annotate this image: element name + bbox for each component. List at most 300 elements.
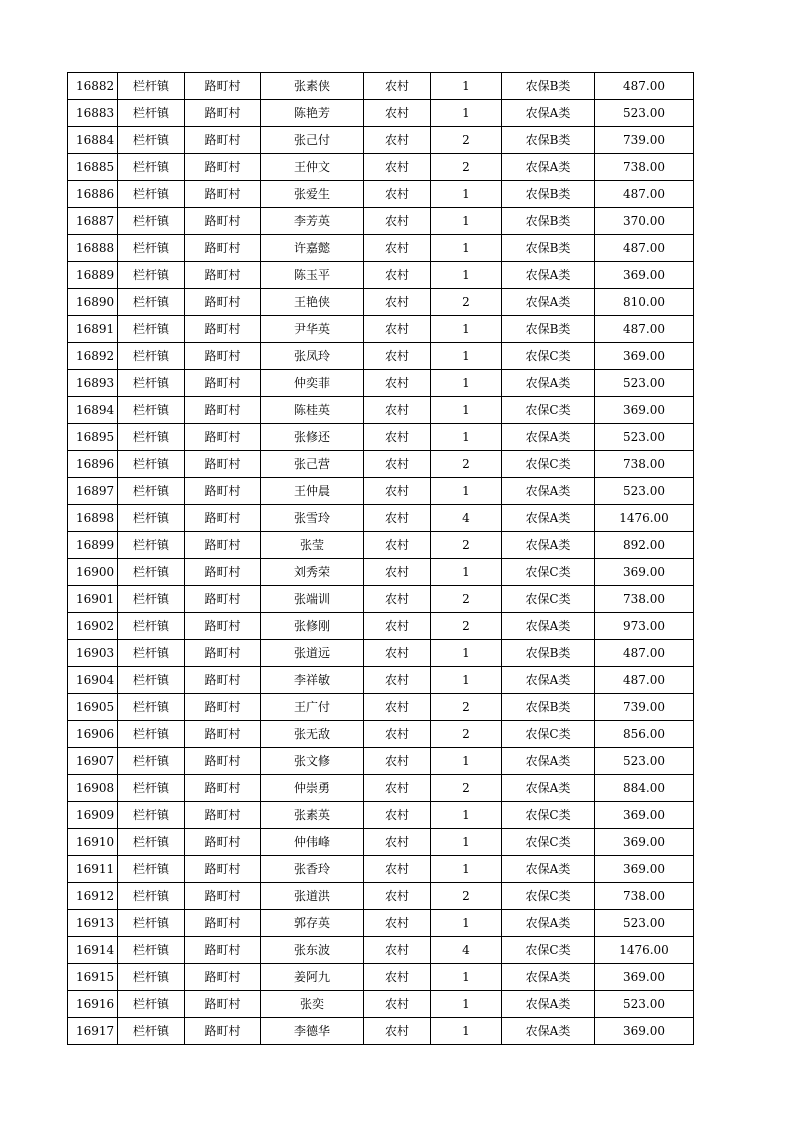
household-count-cell: 1 — [431, 316, 502, 343]
table-row — [68, 235, 694, 262]
household-count-cell: 1 — [431, 856, 502, 883]
name-cell: 张修还 — [261, 424, 364, 451]
household-count-cell: 1 — [431, 73, 502, 100]
village-cell: 路町村 — [185, 856, 261, 883]
area-type-cell: 农村 — [364, 73, 431, 100]
insurance-class-cell: 农保C类 — [502, 559, 595, 586]
record-id-cell: 16907 — [68, 748, 118, 775]
table-row — [68, 856, 694, 883]
village-cell: 路町村 — [185, 829, 261, 856]
area-type-cell: 农村 — [364, 883, 431, 910]
amount-cell: 1476.00 — [595, 505, 694, 532]
town-cell: 栏杆镇 — [118, 262, 185, 289]
town-cell: 栏杆镇 — [118, 586, 185, 613]
area-type-cell: 农村 — [364, 640, 431, 667]
insurance-class-cell: 农保B类 — [502, 694, 595, 721]
area-type-cell: 农村 — [364, 694, 431, 721]
village-cell: 路町村 — [185, 451, 261, 478]
village-cell: 路町村 — [185, 289, 261, 316]
town-cell: 栏杆镇 — [118, 235, 185, 262]
town-cell: 栏杆镇 — [118, 748, 185, 775]
record-id-cell: 16914 — [68, 937, 118, 964]
name-cell: 张己营 — [261, 451, 364, 478]
town-cell: 栏杆镇 — [118, 694, 185, 721]
record-id-cell: 16913 — [68, 910, 118, 937]
area-type-cell: 农村 — [364, 208, 431, 235]
household-count-cell: 2 — [431, 154, 502, 181]
amount-cell: 487.00 — [595, 235, 694, 262]
household-count-cell: 1 — [431, 397, 502, 424]
village-cell: 路町村 — [185, 316, 261, 343]
village-cell: 路町村 — [185, 694, 261, 721]
town-cell: 栏杆镇 — [118, 154, 185, 181]
amount-cell: 523.00 — [595, 424, 694, 451]
area-type-cell: 农村 — [364, 262, 431, 289]
insurance-class-cell: 农保A类 — [502, 100, 595, 127]
insurance-class-cell: 农保A类 — [502, 262, 595, 289]
area-type-cell: 农村 — [364, 316, 431, 343]
record-id-cell: 16906 — [68, 721, 118, 748]
amount-cell: 738.00 — [595, 451, 694, 478]
household-count-cell: 2 — [431, 451, 502, 478]
town-cell: 栏杆镇 — [118, 532, 185, 559]
name-cell: 张香玲 — [261, 856, 364, 883]
household-count-cell: 1 — [431, 748, 502, 775]
table-row — [68, 100, 694, 127]
name-cell: 尹华英 — [261, 316, 364, 343]
name-cell: 张东波 — [261, 937, 364, 964]
household-count-cell: 1 — [431, 991, 502, 1018]
record-id-cell: 16886 — [68, 181, 118, 208]
amount-cell: 523.00 — [595, 991, 694, 1018]
record-id-cell: 16915 — [68, 964, 118, 991]
household-count-cell: 2 — [431, 613, 502, 640]
amount-cell: 738.00 — [595, 883, 694, 910]
village-cell: 路町村 — [185, 208, 261, 235]
name-cell: 王仲文 — [261, 154, 364, 181]
amount-cell: 369.00 — [595, 829, 694, 856]
record-id-cell: 16911 — [68, 856, 118, 883]
village-cell: 路町村 — [185, 748, 261, 775]
village-cell: 路町村 — [185, 667, 261, 694]
amount-cell: 523.00 — [595, 478, 694, 505]
insurance-class-cell: 农保A类 — [502, 505, 595, 532]
record-id-cell: 16898 — [68, 505, 118, 532]
amount-cell: 523.00 — [595, 370, 694, 397]
household-count-cell: 2 — [431, 721, 502, 748]
name-cell: 仲崇勇 — [261, 775, 364, 802]
record-id-cell: 16908 — [68, 775, 118, 802]
household-count-cell: 1 — [431, 100, 502, 127]
insurance-class-cell: 农保B类 — [502, 640, 595, 667]
table-row — [68, 910, 694, 937]
name-cell: 张道洪 — [261, 883, 364, 910]
insurance-class-cell: 农保C类 — [502, 829, 595, 856]
village-cell: 路町村 — [185, 100, 261, 127]
village-cell: 路町村 — [185, 964, 261, 991]
town-cell: 栏杆镇 — [118, 343, 185, 370]
table-row — [68, 883, 694, 910]
table-row — [68, 343, 694, 370]
amount-cell: 487.00 — [595, 73, 694, 100]
record-id-cell: 16893 — [68, 370, 118, 397]
village-cell: 路町村 — [185, 1018, 261, 1045]
village-cell: 路町村 — [185, 343, 261, 370]
area-type-cell: 农村 — [364, 181, 431, 208]
village-cell: 路町村 — [185, 370, 261, 397]
amount-cell: 523.00 — [595, 910, 694, 937]
town-cell: 栏杆镇 — [118, 100, 185, 127]
name-cell: 陈玉平 — [261, 262, 364, 289]
amount-cell: 369.00 — [595, 397, 694, 424]
record-id-cell: 16884 — [68, 127, 118, 154]
data-table — [67, 72, 694, 1045]
amount-cell: 523.00 — [595, 100, 694, 127]
table-row — [68, 775, 694, 802]
name-cell: 陈桂英 — [261, 397, 364, 424]
village-cell: 路町村 — [185, 235, 261, 262]
name-cell: 张奕 — [261, 991, 364, 1018]
name-cell: 张端训 — [261, 586, 364, 613]
record-id-cell: 16885 — [68, 154, 118, 181]
town-cell: 栏杆镇 — [118, 478, 185, 505]
town-cell: 栏杆镇 — [118, 1018, 185, 1045]
table-row — [68, 721, 694, 748]
table-row — [68, 1018, 694, 1045]
amount-cell: 856.00 — [595, 721, 694, 748]
name-cell: 李芳英 — [261, 208, 364, 235]
household-count-cell: 2 — [431, 127, 502, 154]
insurance-class-cell: 农保B类 — [502, 316, 595, 343]
area-type-cell: 农村 — [364, 802, 431, 829]
table-row — [68, 127, 694, 154]
table-row — [68, 964, 694, 991]
household-count-cell: 2 — [431, 775, 502, 802]
household-count-cell: 2 — [431, 883, 502, 910]
amount-cell: 738.00 — [595, 154, 694, 181]
amount-cell: 487.00 — [595, 640, 694, 667]
insurance-class-cell: 农保B类 — [502, 73, 595, 100]
area-type-cell: 农村 — [364, 613, 431, 640]
area-type-cell: 农村 — [364, 154, 431, 181]
table-row — [68, 937, 694, 964]
insurance-class-cell: 农保C类 — [502, 883, 595, 910]
record-id-cell: 16888 — [68, 235, 118, 262]
village-cell: 路町村 — [185, 73, 261, 100]
village-cell: 路町村 — [185, 478, 261, 505]
village-cell: 路町村 — [185, 613, 261, 640]
town-cell: 栏杆镇 — [118, 451, 185, 478]
name-cell: 王广付 — [261, 694, 364, 721]
record-id-cell: 16910 — [68, 829, 118, 856]
insurance-class-cell: 农保B类 — [502, 127, 595, 154]
area-type-cell: 农村 — [364, 937, 431, 964]
name-cell: 郭存英 — [261, 910, 364, 937]
insurance-class-cell: 农保A类 — [502, 154, 595, 181]
name-cell: 张修刚 — [261, 613, 364, 640]
town-cell: 栏杆镇 — [118, 667, 185, 694]
town-cell: 栏杆镇 — [118, 397, 185, 424]
household-count-cell: 1 — [431, 181, 502, 208]
insurance-class-cell: 农保C类 — [502, 721, 595, 748]
name-cell: 张雪玲 — [261, 505, 364, 532]
name-cell: 张素英 — [261, 802, 364, 829]
household-count-cell: 2 — [431, 289, 502, 316]
name-cell: 张道远 — [261, 640, 364, 667]
town-cell: 栏杆镇 — [118, 73, 185, 100]
name-cell: 李祥敏 — [261, 667, 364, 694]
table-row — [68, 829, 694, 856]
village-cell: 路町村 — [185, 802, 261, 829]
village-cell: 路町村 — [185, 181, 261, 208]
name-cell: 张素侠 — [261, 73, 364, 100]
area-type-cell: 农村 — [364, 667, 431, 694]
area-type-cell: 农村 — [364, 856, 431, 883]
town-cell: 栏杆镇 — [118, 991, 185, 1018]
table-row — [68, 424, 694, 451]
record-id-cell: 16897 — [68, 478, 118, 505]
insurance-class-cell: 农保C类 — [502, 343, 595, 370]
table-row — [68, 370, 694, 397]
area-type-cell: 农村 — [364, 964, 431, 991]
name-cell: 仲伟峰 — [261, 829, 364, 856]
table-row — [68, 802, 694, 829]
town-cell: 栏杆镇 — [118, 910, 185, 937]
name-cell: 张莹 — [261, 532, 364, 559]
insurance-class-cell: 农保C类 — [502, 451, 595, 478]
insurance-class-cell: 农保B类 — [502, 235, 595, 262]
table-row — [68, 208, 694, 235]
town-cell: 栏杆镇 — [118, 937, 185, 964]
name-cell: 张无敌 — [261, 721, 364, 748]
amount-cell: 487.00 — [595, 667, 694, 694]
household-count-cell: 1 — [431, 559, 502, 586]
village-cell: 路町村 — [185, 586, 261, 613]
insurance-class-cell: 农保B类 — [502, 181, 595, 208]
record-id-cell: 16903 — [68, 640, 118, 667]
amount-cell: 892.00 — [595, 532, 694, 559]
town-cell: 栏杆镇 — [118, 613, 185, 640]
amount-cell: 738.00 — [595, 586, 694, 613]
name-cell: 王仲晨 — [261, 478, 364, 505]
table-row — [68, 559, 694, 586]
village-cell: 路町村 — [185, 397, 261, 424]
insurance-class-cell: 农保A类 — [502, 991, 595, 1018]
table-row — [68, 397, 694, 424]
amount-cell: 739.00 — [595, 127, 694, 154]
name-cell: 许嘉懿 — [261, 235, 364, 262]
table-row — [68, 478, 694, 505]
village-cell: 路町村 — [185, 910, 261, 937]
record-id-cell: 16902 — [68, 613, 118, 640]
amount-cell: 369.00 — [595, 343, 694, 370]
table-row — [68, 181, 694, 208]
record-id-cell: 16904 — [68, 667, 118, 694]
town-cell: 栏杆镇 — [118, 775, 185, 802]
insurance-class-cell: 农保C类 — [502, 397, 595, 424]
area-type-cell: 农村 — [364, 478, 431, 505]
amount-cell: 369.00 — [595, 262, 694, 289]
village-cell: 路町村 — [185, 991, 261, 1018]
table-row — [68, 262, 694, 289]
record-id-cell: 16882 — [68, 73, 118, 100]
household-count-cell: 1 — [431, 343, 502, 370]
area-type-cell: 农村 — [364, 343, 431, 370]
insurance-class-cell: 农保A类 — [502, 289, 595, 316]
household-count-cell: 1 — [431, 262, 502, 289]
village-cell: 路町村 — [185, 424, 261, 451]
record-id-cell: 16916 — [68, 991, 118, 1018]
table-row — [68, 748, 694, 775]
amount-cell: 884.00 — [595, 775, 694, 802]
village-cell: 路町村 — [185, 775, 261, 802]
table-row — [68, 640, 694, 667]
area-type-cell: 农村 — [364, 910, 431, 937]
record-id-cell: 16892 — [68, 343, 118, 370]
household-count-cell: 1 — [431, 829, 502, 856]
table-row — [68, 505, 694, 532]
insurance-class-cell: 农保A类 — [502, 1018, 595, 1045]
household-count-cell: 1 — [431, 208, 502, 235]
town-cell: 栏杆镇 — [118, 181, 185, 208]
town-cell: 栏杆镇 — [118, 829, 185, 856]
name-cell: 姜阿九 — [261, 964, 364, 991]
town-cell: 栏杆镇 — [118, 721, 185, 748]
insurance-class-cell: 农保A类 — [502, 775, 595, 802]
household-count-cell: 1 — [431, 640, 502, 667]
town-cell: 栏杆镇 — [118, 802, 185, 829]
household-count-cell: 1 — [431, 667, 502, 694]
insurance-class-cell: 农保A类 — [502, 910, 595, 937]
village-cell: 路町村 — [185, 559, 261, 586]
record-id-cell: 16901 — [68, 586, 118, 613]
record-id-cell: 16917 — [68, 1018, 118, 1045]
village-cell: 路町村 — [185, 883, 261, 910]
table-row — [68, 613, 694, 640]
amount-cell: 370.00 — [595, 208, 694, 235]
village-cell: 路町村 — [185, 937, 261, 964]
area-type-cell: 农村 — [364, 586, 431, 613]
area-type-cell: 农村 — [364, 829, 431, 856]
town-cell: 栏杆镇 — [118, 424, 185, 451]
area-type-cell: 农村 — [364, 775, 431, 802]
name-cell: 陈艳芳 — [261, 100, 364, 127]
record-id-cell: 16912 — [68, 883, 118, 910]
area-type-cell: 农村 — [364, 100, 431, 127]
area-type-cell: 农村 — [364, 991, 431, 1018]
area-type-cell: 农村 — [364, 235, 431, 262]
area-type-cell: 农村 — [364, 505, 431, 532]
area-type-cell: 农村 — [364, 289, 431, 316]
record-id-cell: 16887 — [68, 208, 118, 235]
table-row — [68, 154, 694, 181]
amount-cell: 1476.00 — [595, 937, 694, 964]
amount-cell: 369.00 — [595, 559, 694, 586]
area-type-cell: 农村 — [364, 424, 431, 451]
amount-cell: 369.00 — [595, 856, 694, 883]
record-id-cell: 16883 — [68, 100, 118, 127]
record-id-cell: 16890 — [68, 289, 118, 316]
area-type-cell: 农村 — [364, 532, 431, 559]
village-cell: 路町村 — [185, 640, 261, 667]
table-row — [68, 586, 694, 613]
village-cell: 路町村 — [185, 154, 261, 181]
name-cell: 李德华 — [261, 1018, 364, 1045]
amount-cell: 523.00 — [595, 748, 694, 775]
record-id-cell: 16889 — [68, 262, 118, 289]
insurance-class-cell: 农保A类 — [502, 613, 595, 640]
village-cell: 路町村 — [185, 721, 261, 748]
amount-cell: 369.00 — [595, 802, 694, 829]
insurance-class-cell: 农保C类 — [502, 586, 595, 613]
insurance-class-cell: 农保C类 — [502, 802, 595, 829]
record-id-cell: 16895 — [68, 424, 118, 451]
table-row — [68, 289, 694, 316]
area-type-cell: 农村 — [364, 397, 431, 424]
table-row — [68, 667, 694, 694]
amount-cell: 369.00 — [595, 964, 694, 991]
town-cell: 栏杆镇 — [118, 559, 185, 586]
area-type-cell: 农村 — [364, 748, 431, 775]
record-id-cell: 16905 — [68, 694, 118, 721]
table-row — [68, 316, 694, 343]
amount-cell: 487.00 — [595, 316, 694, 343]
household-count-cell: 1 — [431, 1018, 502, 1045]
town-cell: 栏杆镇 — [118, 127, 185, 154]
town-cell: 栏杆镇 — [118, 208, 185, 235]
record-id-cell: 16909 — [68, 802, 118, 829]
table-row — [68, 991, 694, 1018]
area-type-cell: 农村 — [364, 127, 431, 154]
area-type-cell: 农村 — [364, 721, 431, 748]
insurance-class-cell: 农保A类 — [502, 370, 595, 397]
insurance-class-cell: 农保A类 — [502, 748, 595, 775]
town-cell: 栏杆镇 — [118, 856, 185, 883]
household-count-cell: 2 — [431, 694, 502, 721]
household-count-cell: 1 — [431, 370, 502, 397]
table-row — [68, 451, 694, 478]
record-id-cell: 16891 — [68, 316, 118, 343]
town-cell: 栏杆镇 — [118, 640, 185, 667]
household-count-cell: 2 — [431, 586, 502, 613]
name-cell: 张凤玲 — [261, 343, 364, 370]
amount-cell: 487.00 — [595, 181, 694, 208]
name-cell: 张己付 — [261, 127, 364, 154]
insurance-class-cell: 农保A类 — [502, 532, 595, 559]
table-row — [68, 694, 694, 721]
household-count-cell: 1 — [431, 235, 502, 262]
name-cell: 刘秀荣 — [261, 559, 364, 586]
area-type-cell: 农村 — [364, 370, 431, 397]
household-count-cell: 1 — [431, 910, 502, 937]
record-id-cell: 16894 — [68, 397, 118, 424]
household-count-cell: 1 — [431, 802, 502, 829]
town-cell: 栏杆镇 — [118, 370, 185, 397]
insurance-class-cell: 农保B类 — [502, 208, 595, 235]
name-cell: 张文修 — [261, 748, 364, 775]
table-row — [68, 73, 694, 100]
insurance-class-cell: 农保A类 — [502, 964, 595, 991]
household-count-cell: 1 — [431, 478, 502, 505]
village-cell: 路町村 — [185, 532, 261, 559]
record-id-cell: 16896 — [68, 451, 118, 478]
household-count-cell: 2 — [431, 532, 502, 559]
amount-cell: 973.00 — [595, 613, 694, 640]
insurance-class-cell: 农保A类 — [502, 478, 595, 505]
village-cell: 路町村 — [185, 127, 261, 154]
name-cell: 王艳侠 — [261, 289, 364, 316]
record-id-cell: 16899 — [68, 532, 118, 559]
